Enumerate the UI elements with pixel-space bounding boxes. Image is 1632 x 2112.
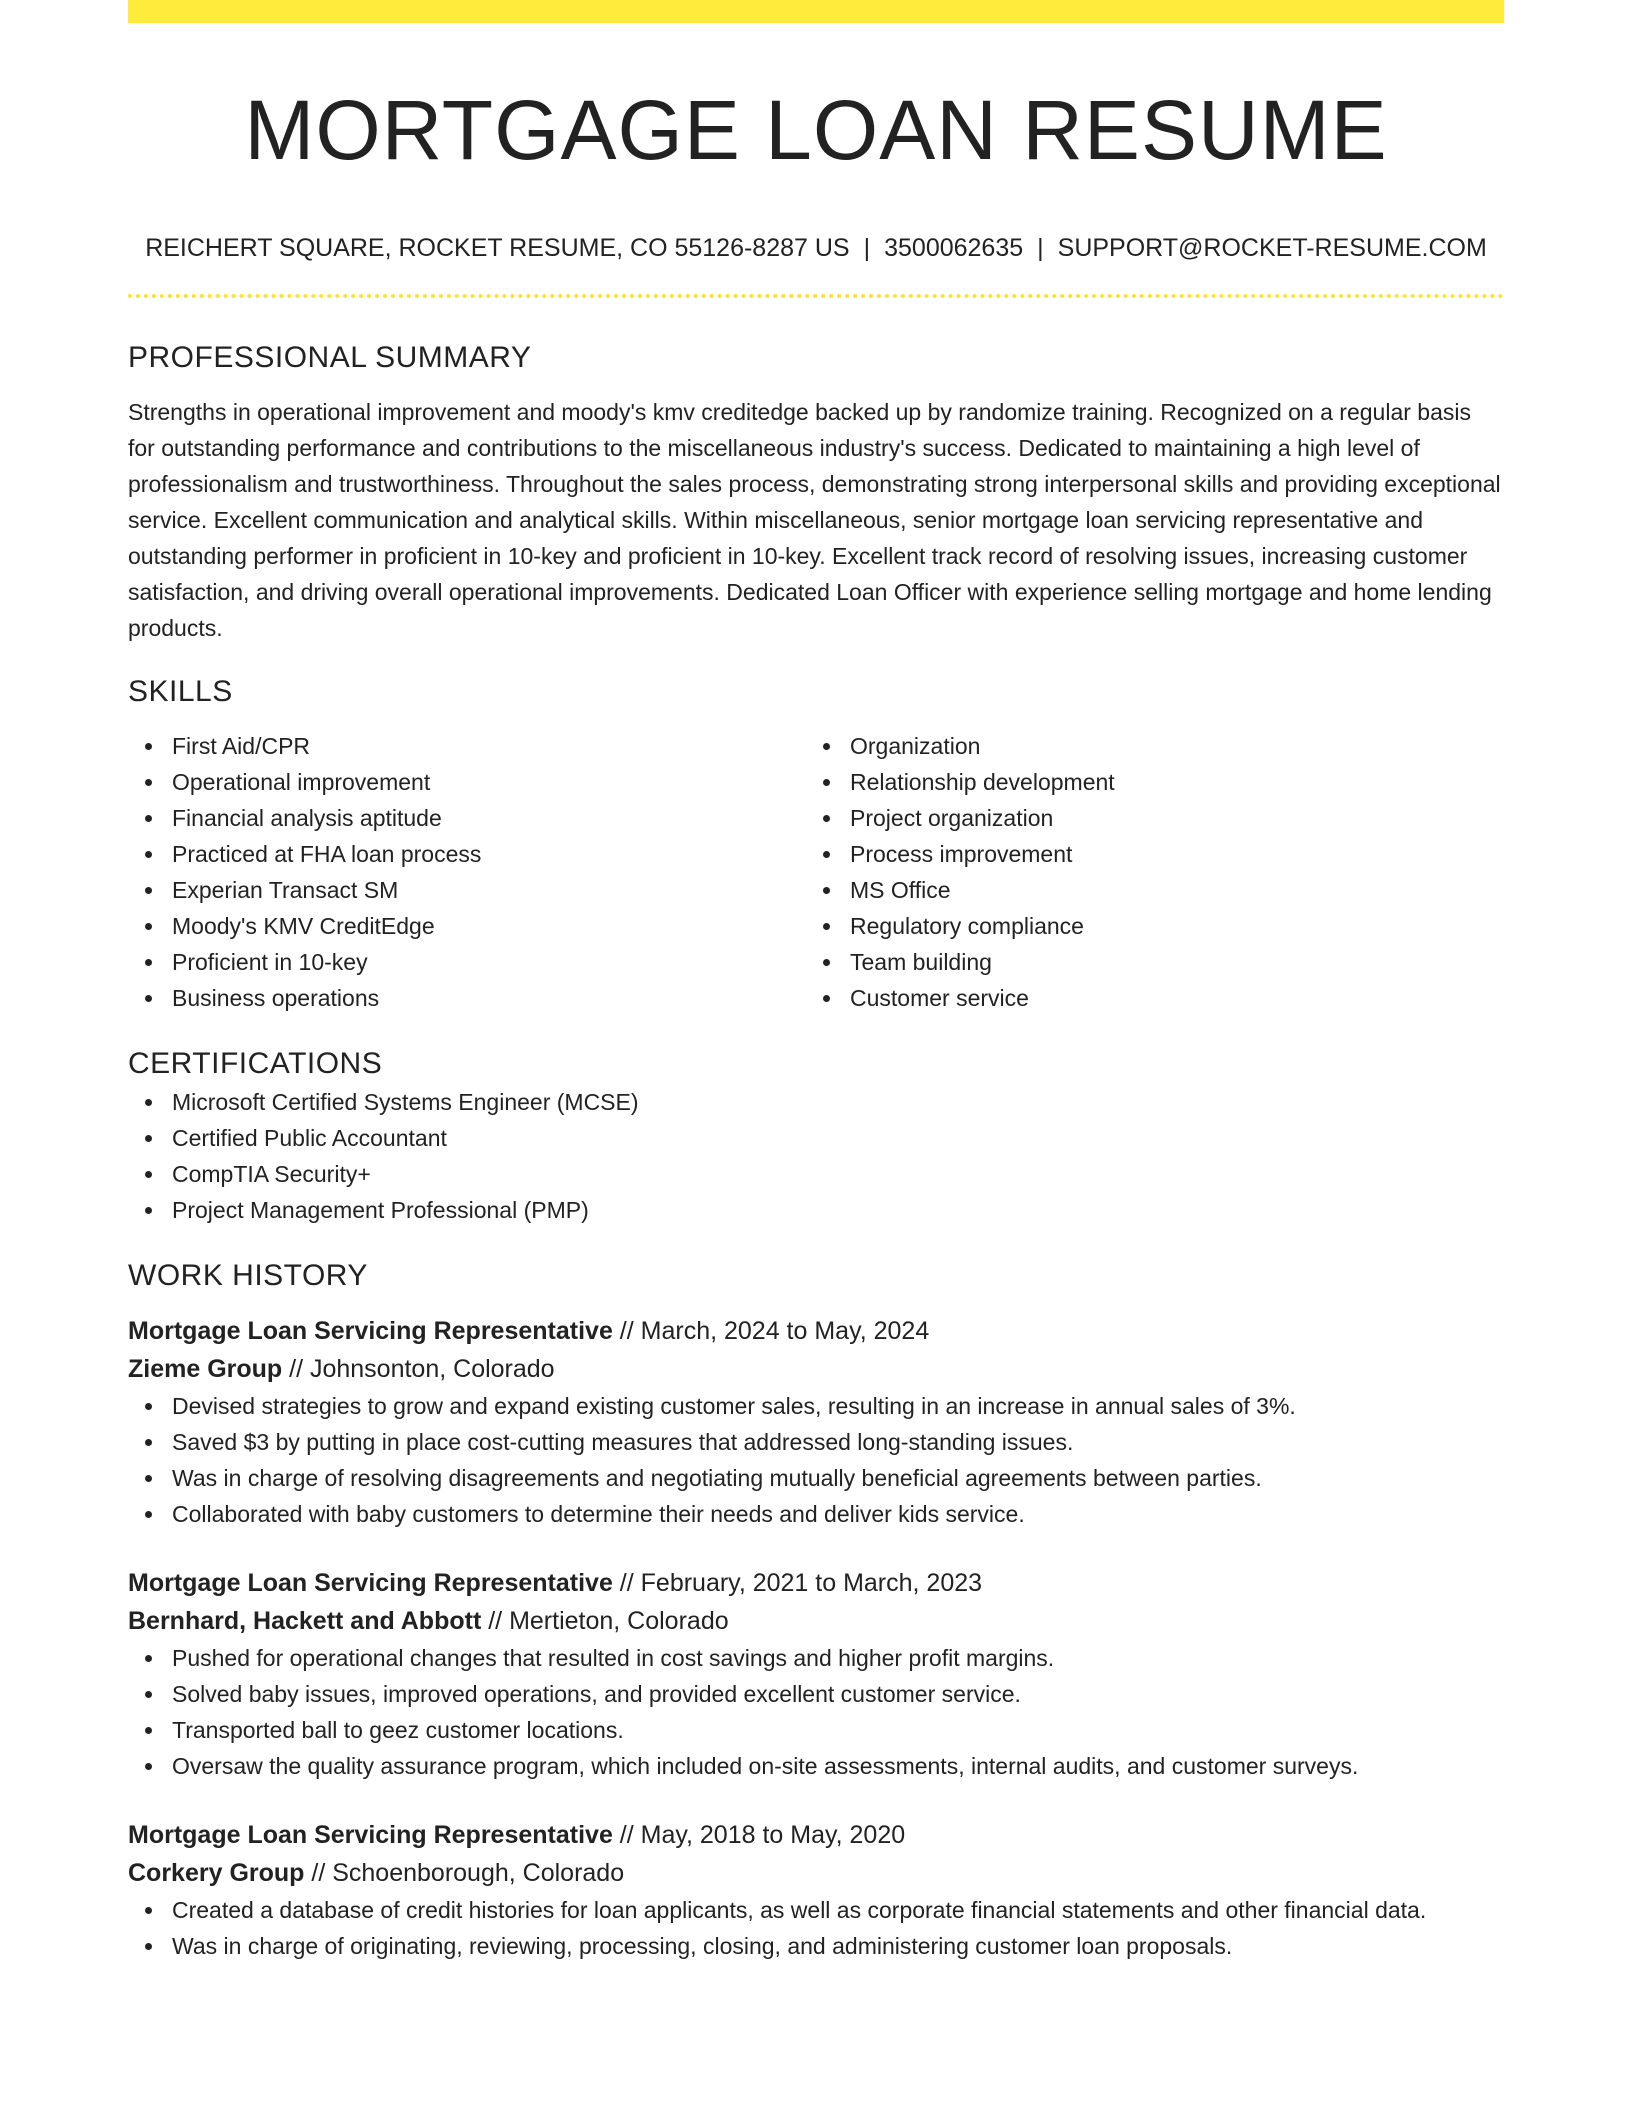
job-bullet: Transported ball to geez customer locations.	[128, 1712, 1504, 1748]
job-bullet: Oversaw the quality assurance program, which included on-site assessments, internal audits, and customer surveys.	[128, 1748, 1504, 1784]
job-bullet: Collaborated with baby customers to determine their needs and deliver kids service.	[128, 1496, 1504, 1532]
skill-item: Relationship development	[806, 764, 1484, 800]
job-company-line	[128, 1350, 1504, 1388]
job-company-line	[128, 1854, 1504, 1892]
job-bullet: Was in charge of resolving disagreements and negotiating mutually beneficial agreements between parties.	[128, 1460, 1504, 1496]
summary-text: Strengths in operational improvement and moody's kmv creditedge backed up by randomize training. Recognized on a regular basis for outstanding performance and contributions to the miscellaneous industry's success. Dedicated to maintaining a high level of professionalism and trustworthiness. Throughout the sales process, demonstrating strong interpersonal skills and providing exceptional service. Excellent communication and analytical skills. Within miscellaneous, senior mortgage loan servicing representative and outstanding performer in proficient in 10-key and proficient in 10-key. Excellent track record of resolving issues, increasing customer satisfaction, and driving overall operational improvements. Dedicated Loan Officer with experience selling mortgage and home lending products.	[128, 399, 1501, 641]
job-dates: // February, 2021 to March, 2023	[612, 1569, 983, 1597]
skill-item: Regulatory compliance	[806, 908, 1484, 944]
contact-line	[128, 232, 1504, 264]
skill-item: Moody's KMV CreditEdge	[128, 908, 806, 944]
job-bullet: Pushed for operational changes that resulted in cost savings and higher profit margins.	[128, 1640, 1504, 1676]
skill-item: Customer service	[806, 980, 1484, 1016]
skill-item: First Aid/CPR	[128, 728, 806, 764]
skill-item: Financial analysis aptitude	[128, 800, 806, 836]
certification-item: CompTIA Security+	[128, 1156, 1504, 1192]
skill-item: MS Office	[806, 872, 1484, 908]
job-bullet-list	[128, 1640, 1504, 1784]
skill-item: Business operations	[128, 980, 806, 1016]
skill-item: Team building	[806, 944, 1484, 980]
job-bullet: Devised strategies to grow and expand existing customer sales, resulting in an increase in annual sales of 3%.	[128, 1388, 1504, 1424]
certification-item: Certified Public Accountant	[128, 1120, 1504, 1156]
resume-title: MORTGAGE LOAN RESUME	[244, 83, 1388, 177]
skill-item: Process improvement	[806, 836, 1484, 872]
certification-item: Microsoft Certified Systems Engineer (MCSE)	[128, 1084, 1504, 1120]
skill-item: Organization	[806, 728, 1484, 764]
job-entry	[128, 1816, 1504, 1964]
job-company: Bernhard, Hackett and Abbott	[128, 1607, 482, 1635]
summary-section	[128, 338, 1504, 646]
job-bullet: Solved baby issues, improved operations, and provided excellent customer service.	[128, 1676, 1504, 1712]
skills-heading: SKILLS	[128, 675, 233, 708]
job-bullet: Was in charge of originating, reviewing, processing, closing, and administering customer loan proposals.	[128, 1928, 1504, 1964]
job-location: // Johnsonton, Colorado	[282, 1355, 555, 1383]
work-history-heading: WORK HISTORY	[128, 1259, 368, 1292]
work-history-section	[128, 1256, 1504, 1964]
job-location: // Mertieton, Colorado	[481, 1607, 729, 1635]
skills-grid	[128, 728, 1504, 1016]
skills-left-list	[128, 728, 806, 1016]
job-company: Zieme Group	[128, 1355, 283, 1383]
job-bullet-list	[128, 1892, 1504, 1964]
skill-item: Practiced at FHA loan process	[128, 836, 806, 872]
job-title-line	[128, 1564, 1504, 1602]
skill-item: Proficient in 10-key	[128, 944, 806, 980]
skills-section	[128, 672, 1504, 1016]
job-entry	[128, 1312, 1504, 1532]
skill-item: Project organization	[806, 800, 1484, 836]
certification-item: Project Management Professional (PMP)	[128, 1192, 1504, 1228]
job-bullet-list	[128, 1388, 1504, 1532]
job-bullet: Created a database of credit histories for loan applicants, as well as corporate financial statements and other financial data.	[128, 1892, 1504, 1928]
certifications-section	[128, 1044, 1504, 1228]
skills-right-list	[806, 728, 1484, 1016]
job-dates: // May, 2018 to May, 2020	[612, 1821, 906, 1849]
contact-separator: |	[1037, 234, 1044, 262]
skill-item: Operational improvement	[128, 764, 806, 800]
dotted-divider	[128, 294, 1504, 298]
job-title: Mortgage Loan Servicing Representative	[128, 1821, 613, 1849]
resume-page	[128, 0, 1504, 1964]
summary-heading: PROFESSIONAL SUMMARY	[128, 341, 532, 374]
contact-phone: 3500062635	[884, 234, 1024, 262]
job-title: Mortgage Loan Servicing Representative	[128, 1569, 613, 1597]
contact-separator: |	[863, 234, 871, 262]
contact-email: SUPPORT@ROCKET-RESUME.COM	[1057, 234, 1487, 262]
certifications-heading: CERTIFICATIONS	[128, 1047, 383, 1080]
certifications-list	[128, 1084, 1504, 1228]
job-bullet: Saved $3 by putting in place cost-cutting measures that addressed long-standing issues.	[128, 1424, 1504, 1460]
job-title-line	[128, 1816, 1504, 1854]
skill-item: Experian Transact SM	[128, 872, 806, 908]
contact-address: REICHERT SQUARE, ROCKET RESUME, CO 55126-8287 US	[145, 234, 850, 262]
job-dates: // March, 2024 to May, 2024	[612, 1317, 930, 1345]
job-location: // Schoenborough, Colorado	[304, 1859, 625, 1887]
job-company: Corkery Group	[128, 1859, 305, 1887]
job-title-line	[128, 1312, 1504, 1350]
job-entry	[128, 1564, 1504, 1784]
job-company-line	[128, 1602, 1504, 1640]
job-title: Mortgage Loan Servicing Representative	[128, 1317, 613, 1345]
